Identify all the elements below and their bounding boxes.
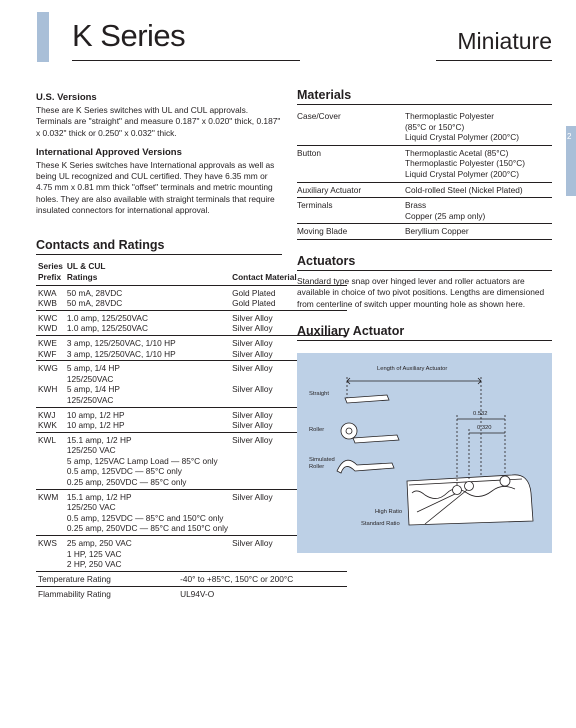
actuators-heading: Actuators bbox=[297, 254, 552, 271]
material-cell: Silver Alloy bbox=[232, 434, 273, 445]
temp-rating-value: -40° to +85°C, 150°C or 200°C bbox=[178, 571, 295, 587]
material-cell: Silver Alloy bbox=[232, 337, 273, 348]
aux-actuator-diagram bbox=[297, 353, 552, 553]
rating-cell: 0.5 amp, 125VDC — 85°C and 150°C only bbox=[66, 512, 224, 523]
series-prefix-cell bbox=[36, 466, 65, 477]
rating-cell: 15.1 amp, 1/2 HP bbox=[66, 434, 132, 445]
table-row bbox=[36, 559, 347, 571]
material-spec bbox=[405, 145, 552, 182]
material-part: Case/Cover bbox=[297, 109, 405, 145]
material-part: Moving Blade bbox=[297, 224, 405, 240]
materials-row bbox=[297, 182, 552, 198]
material-spec-line: Cold-rolled Steel (Nickel Plated) bbox=[405, 184, 523, 195]
rating-cell: 15.1 amp, 1/2 HP bbox=[66, 491, 132, 502]
rating-cell: 5 amp, 1/4 HP bbox=[66, 363, 120, 374]
straight-label: Straight bbox=[309, 390, 329, 397]
standard-ratio-label: Standard Ratio bbox=[361, 520, 400, 527]
rating-cell: 3 amp, 125/250VAC, 1/10 HP bbox=[66, 348, 176, 359]
series-prefix-cell bbox=[36, 395, 65, 407]
series-prefix-cell bbox=[36, 445, 65, 456]
materials-row bbox=[297, 145, 552, 182]
category-title: Miniature bbox=[457, 28, 552, 54]
material-cell: Silver Alloy bbox=[232, 409, 273, 420]
us-versions-heading: U.S. Versions bbox=[36, 92, 97, 103]
us-versions-text: These are K Series switches with UL and CUL approvals. Terminals are "straight" and measure 0.187" x 0.020" thick, 0.187" x 0.032" thick or 0.250" x 0.032" thick. bbox=[36, 105, 281, 138]
material-cell: Silver Alloy bbox=[232, 538, 273, 549]
high-ratio-label: High Ratio bbox=[375, 508, 403, 515]
aux-actuator-drawing bbox=[297, 353, 552, 553]
material-cell bbox=[230, 559, 347, 571]
rating-cell: 50 mA, 28VDC bbox=[66, 298, 123, 309]
rating-cell: 5 amp, 1/4 HP bbox=[66, 384, 120, 395]
material-spec bbox=[405, 109, 552, 145]
series-prefix-cell: KWK bbox=[38, 420, 57, 431]
temp-rating-row bbox=[36, 571, 347, 587]
series-prefix-cell: KWG bbox=[38, 363, 58, 374]
series-prefix-cell bbox=[36, 502, 65, 513]
series-prefix-cell bbox=[36, 374, 65, 385]
right-column bbox=[297, 88, 552, 553]
rating-cell: 10 amp, 1/2 HP bbox=[66, 420, 125, 431]
col-prefix-header: Series Prefix bbox=[38, 261, 63, 282]
flam-rating-label: Flammability Rating bbox=[36, 587, 230, 602]
series-prefix-cell bbox=[36, 513, 65, 524]
flam-rating-row bbox=[36, 587, 347, 602]
material-cell: Silver Alloy bbox=[232, 312, 273, 323]
col-ratings-header: UL & CUL Ratings bbox=[66, 261, 106, 282]
actuators-text: Standard type snap over hinged lever and roller actuators are available in choice of two pivot positions. Lengths are dimensioned from centerline of switch upper mounting hole as shown here. bbox=[297, 275, 545, 309]
category-rule bbox=[436, 60, 552, 61]
title-rule bbox=[72, 60, 300, 61]
material-spec bbox=[405, 198, 552, 224]
roller-arm bbox=[353, 435, 399, 443]
mounting-hole-standard bbox=[465, 481, 474, 490]
material-spec-line: Copper (25 amp only) bbox=[405, 210, 486, 221]
rating-cell: 1 HP, 125 VAC bbox=[66, 548, 122, 559]
rating-cell: 0.25 amp, 250VDC — 85°C only bbox=[66, 477, 187, 488]
simulated-label: Simulated bbox=[309, 456, 335, 463]
length-label: Length of Auxiliary Actuator bbox=[377, 365, 448, 372]
materials-row bbox=[297, 198, 552, 224]
material-cell: Silver Alloy bbox=[232, 323, 273, 334]
contacts-heading: Contacts and Ratings bbox=[36, 238, 282, 255]
upper-mounting-hole bbox=[500, 476, 510, 486]
material-cell: Silver Alloy bbox=[232, 348, 273, 359]
series-prefix-cell bbox=[36, 523, 65, 535]
series-prefix-cell: KWD bbox=[38, 323, 58, 334]
materials-heading: Materials bbox=[297, 88, 552, 105]
series-prefix-cell: KWJ bbox=[38, 409, 56, 420]
series-prefix-cell bbox=[36, 456, 65, 467]
material-spec bbox=[405, 224, 552, 240]
material-spec-line: Thermoplastic Acetal (85°C) bbox=[405, 147, 509, 158]
rating-cell: 0.5 amp, 125VDC — 85°C only bbox=[66, 466, 182, 477]
rating-cell: 1.0 amp, 125/250VAC bbox=[66, 312, 148, 323]
material-cell: Silver Alloy bbox=[232, 420, 273, 431]
materials-row bbox=[297, 109, 552, 145]
material-cell: Gold Plated bbox=[232, 298, 276, 309]
accent-bar bbox=[37, 12, 49, 62]
dim-532-label: 0.532 bbox=[473, 410, 488, 417]
page-title: K Series bbox=[72, 18, 186, 53]
aux-actuator-heading: Auxiliary Actuator bbox=[297, 324, 552, 341]
temp-rating-label: Temperature Rating bbox=[36, 571, 230, 587]
rating-cell: 3 amp, 125/250VAC, 1/10 HP bbox=[66, 337, 176, 348]
rating-cell: 2 HP, 250 VAC bbox=[66, 559, 122, 570]
rating-cell: 125/250 VAC bbox=[66, 502, 116, 513]
rating-cell: 125/250VAC bbox=[66, 373, 114, 384]
intl-versions-text: These K Series switches have International approvals as well as being UL recognized and CUL certified. They have 6.35 mm or 4.75 mm x 0.81 mm thick "offset" terminals and metric mounting holes. They are also available with straight terminals that require insulated connectors for international approval. bbox=[36, 159, 275, 216]
rating-cell: 1.0 amp, 125/250VAC bbox=[66, 323, 148, 334]
material-spec-line: Beryllium Copper bbox=[405, 226, 469, 237]
rating-cell: 125/250 VAC bbox=[66, 445, 116, 456]
material-spec bbox=[405, 182, 552, 198]
material-cell: Gold Plated bbox=[232, 287, 276, 298]
materials-row bbox=[297, 224, 552, 240]
material-part: Auxiliary Actuator bbox=[297, 182, 405, 198]
rating-cell: 50 mA, 28VDC bbox=[66, 287, 123, 298]
rating-cell: 125/250VAC bbox=[66, 394, 114, 405]
col-material-header: Contact Material bbox=[232, 271, 297, 282]
material-spec-line: (85°C or 150°C) bbox=[405, 121, 465, 132]
material-spec-line: Thermoplastic Polyester bbox=[405, 111, 494, 121]
material-cell: Silver Alloy bbox=[232, 384, 273, 395]
series-prefix-cell: KWL bbox=[38, 434, 56, 445]
material-cell: Silver Alloy bbox=[232, 491, 273, 502]
mounting-hole-high bbox=[453, 485, 462, 494]
rating-cell: 10 amp, 1/2 HP bbox=[66, 409, 125, 420]
side-tab-label: 2 bbox=[567, 132, 572, 141]
series-prefix-cell: KWH bbox=[38, 384, 58, 395]
series-prefix-cell: KWC bbox=[38, 312, 58, 323]
rating-cell: 0.25 amp, 250VDC — 85°C and 150°C only bbox=[66, 523, 229, 534]
material-spec-line: Thermoplastic Polyester (150°C) bbox=[405, 158, 525, 169]
series-prefix-cell: KWB bbox=[38, 298, 57, 309]
intl-versions-heading: International Approved Versions bbox=[36, 146, 182, 158]
series-prefix-cell bbox=[36, 549, 65, 560]
straight-actuator bbox=[345, 395, 389, 403]
material-part: Terminals bbox=[297, 198, 405, 224]
material-spec-line: Liquid Crystal Polymer (200°C) bbox=[405, 132, 519, 143]
left-column bbox=[36, 92, 297, 602]
simulated-roller-actuator bbox=[337, 460, 394, 473]
material-spec-line: Brass bbox=[405, 200, 427, 211]
material-part: Button bbox=[297, 145, 405, 182]
series-prefix-cell bbox=[36, 559, 65, 571]
material-spec-line: Liquid Crystal Polymer (200°C) bbox=[405, 168, 519, 179]
series-prefix-cell: KWE bbox=[38, 337, 57, 348]
dim-320-label: 0.320 bbox=[477, 424, 492, 431]
series-prefix-cell: KWA bbox=[38, 287, 57, 298]
material-cell: Silver Alloy bbox=[232, 363, 273, 374]
roller-axle bbox=[346, 428, 352, 434]
simulated-roller-label: Roller bbox=[309, 463, 325, 470]
series-prefix-cell: KWF bbox=[38, 348, 57, 359]
series-prefix-cell: KWS bbox=[38, 538, 57, 549]
roller-label: Roller bbox=[309, 426, 325, 433]
rating-cell: 5 amp, 125VAC Lamp Load — 85°C only bbox=[66, 455, 218, 466]
rating-cell: 25 amp, 250 VAC bbox=[66, 538, 132, 549]
side-tab bbox=[566, 126, 576, 196]
series-prefix-cell bbox=[36, 477, 65, 489]
flam-rating-value: UL94V-O bbox=[178, 587, 295, 602]
series-prefix-cell: KWM bbox=[38, 491, 59, 502]
materials-table bbox=[297, 109, 552, 240]
